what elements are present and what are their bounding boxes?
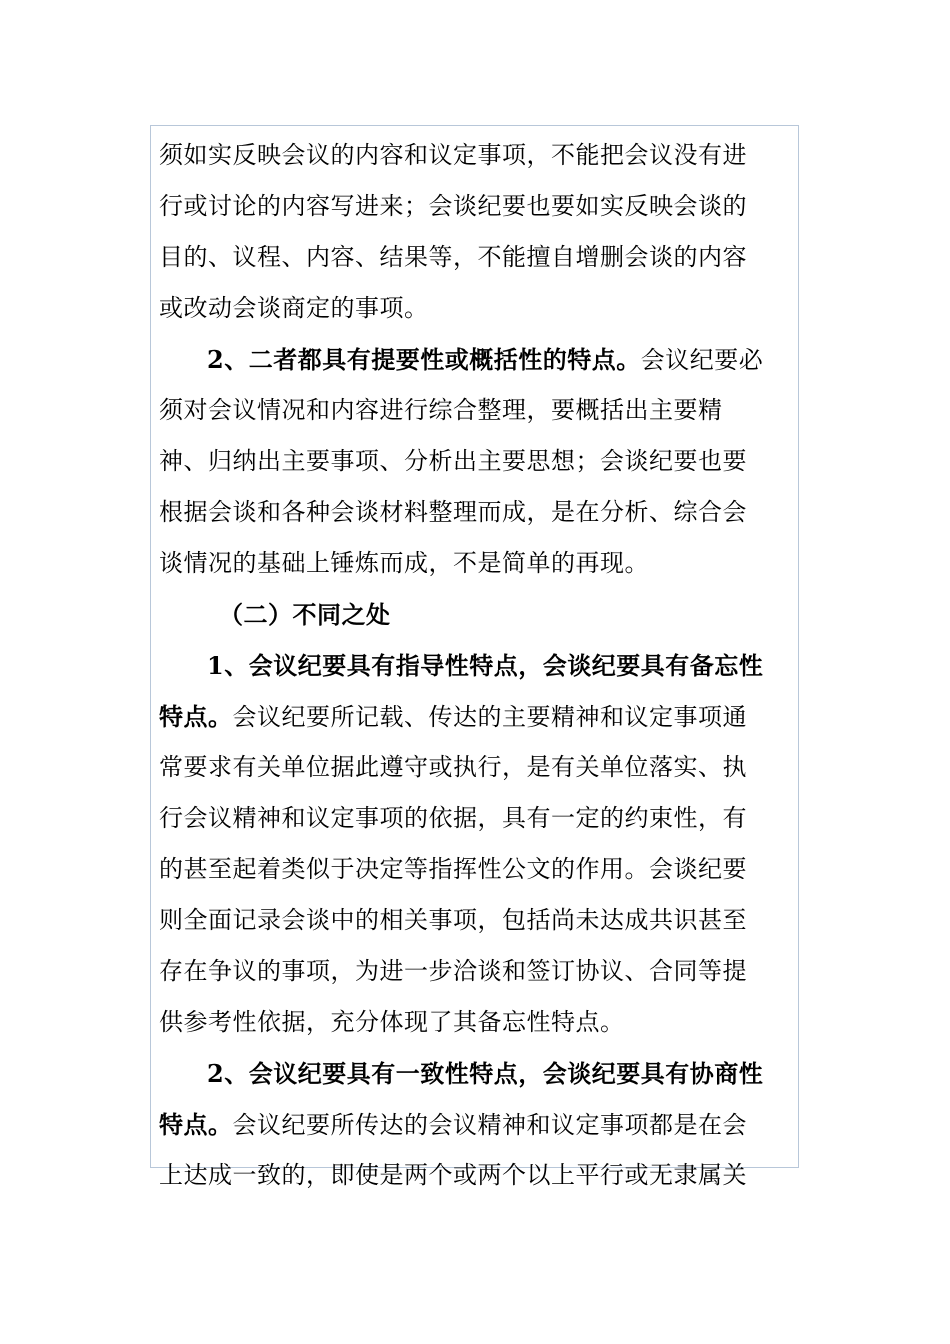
text-line	[159, 130, 789, 181]
text-run: 神、归纳出主要事项、分析出主要思想；会谈纪要也要	[159, 447, 747, 475]
text-run: 会议纪要必	[640, 346, 764, 374]
text-line	[159, 895, 789, 946]
text-line	[159, 691, 789, 742]
text-run: 上达成一致的，即使是两个或两个以上平行或无隶属关	[159, 1161, 747, 1189]
document-page	[150, 125, 799, 1189]
text-line	[159, 232, 789, 283]
text-line	[159, 1150, 789, 1201]
text-line	[159, 181, 789, 232]
text-line	[159, 436, 789, 487]
text-run: 须如实反映会议的内容和议定事项，不能把会议没有进	[159, 141, 747, 169]
text-run: 或改动会谈商定的事项。	[159, 294, 429, 322]
bold-text-run: 2、二者都具有提要性或概括性的特点。	[207, 345, 641, 374]
bold-text-run: 2、会议纪要具有一致性特点，会谈纪要具有协商性	[207, 1059, 764, 1088]
text-run: 的甚至起着类似于决定等指挥性公文的作用。会谈纪要	[159, 855, 747, 883]
text-run: 则全面记录会谈中的相关事项，包括尚未达成共识甚至	[159, 906, 747, 934]
text-line	[159, 946, 789, 997]
text-run: 存在争议的事项，为进一步洽谈和签订协议、合同等提	[159, 957, 747, 985]
text-run: 须对会议情况和内容进行综合整理，要概括出主要精	[159, 396, 723, 424]
text-line	[159, 385, 789, 436]
text-run: 会议纪要所记载、传达的主要精神和议定事项通	[232, 703, 747, 731]
bold-text-run: 特点。	[159, 702, 233, 731]
text-line	[159, 1048, 789, 1099]
text-run: 常要求有关单位据此遵守或执行，是有关单位落实、执	[159, 753, 747, 781]
text-run: 行会议精神和议定事项的依据，具有一定的约束性，有	[159, 804, 747, 832]
text-run: 目的、议程、内容、结果等，不能擅自增删会谈的内容	[159, 243, 747, 271]
text-run: 根据会谈和各种会谈材料整理而成，是在分析、综合会	[159, 498, 747, 526]
text-line	[159, 793, 789, 844]
text-line	[159, 589, 789, 640]
text-line	[159, 844, 789, 895]
text-run: 谈情况的基础上锤炼而成，不是简单的再现。	[159, 549, 649, 577]
bold-text-run: （二）不同之处	[219, 600, 391, 629]
text-line	[159, 742, 789, 793]
text-line	[159, 1099, 789, 1150]
text-line	[159, 997, 789, 1048]
text-line	[159, 640, 789, 691]
text-line	[159, 334, 789, 385]
text-line	[159, 283, 789, 334]
text-run: 供参考性依据，充分体现了其备忘性特点。	[159, 1008, 625, 1036]
text-line	[159, 538, 789, 589]
document-body	[159, 130, 789, 1201]
bold-text-run: 1、会议纪要具有指导性特点，会谈纪要具有备忘性	[207, 651, 764, 680]
text-line	[159, 487, 789, 538]
text-run: 会议纪要所传达的会议精神和议定事项都是在会	[232, 1111, 747, 1139]
text-run: 行或讨论的内容写进来；会谈纪要也要如实反映会谈的	[159, 192, 747, 220]
bold-text-run: 特点。	[159, 1110, 233, 1139]
